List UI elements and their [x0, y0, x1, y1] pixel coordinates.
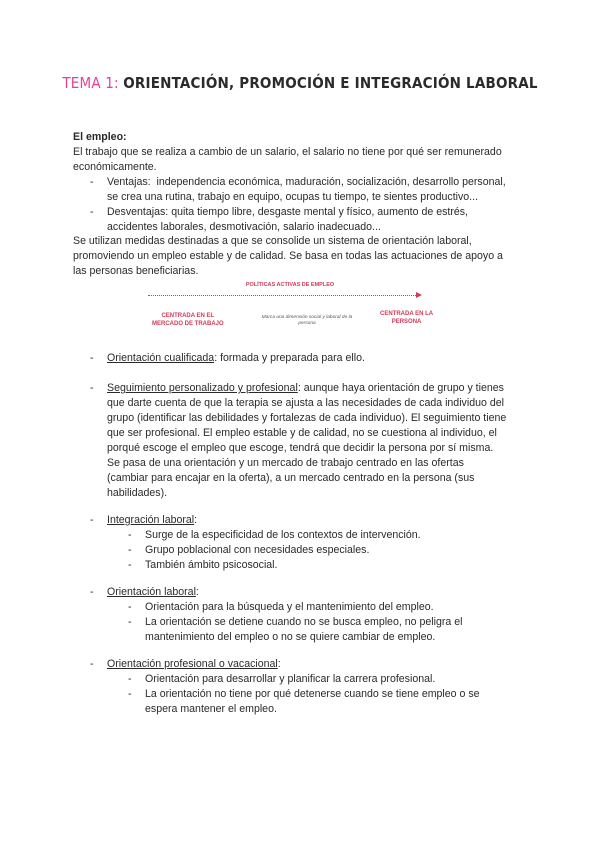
integracion-title: Integración laboral — [107, 514, 195, 526]
ventajas-label: Ventajas: — [107, 176, 151, 188]
bullet-dash: - — [128, 673, 132, 685]
diagram-middle-line: Marca una dimensión social y laboral de la — [261, 315, 353, 320]
seguimiento-line: que darte cuenta de que la terapia se ajusta a las necesidades de cada individuo del — [107, 397, 504, 409]
empleo-intro-line: El trabajo que se realiza a cambio de un salario, el salario no tiene por qué ser remunerado — [73, 146, 502, 158]
bullet-dash: - — [90, 658, 94, 670]
laboral-title: Orientación laboral — [107, 586, 196, 598]
desventajas-label: Desventajas: — [107, 206, 169, 218]
diagram-arrow-line — [148, 295, 420, 296]
arrow-head-icon — [416, 292, 422, 298]
integracion-sub: También ámbito psicosocial. — [145, 559, 278, 571]
integracion-colon: : — [194, 514, 198, 526]
diagram-right-label — [380, 310, 433, 326]
profesional-title: Orientación profesional o vacacional — [107, 658, 278, 670]
seguimiento-title: Seguimiento personalizado y profesional — [107, 382, 298, 394]
paragraph-line: promoviendo un empleo estable y de calidad. Se basa en todas las actuaciones de apoyo a — [73, 250, 503, 262]
cualificada-title: Orientación cualificada — [107, 352, 215, 364]
bullet-dash: - — [128, 529, 132, 541]
empleo-bullets — [90, 175, 552, 235]
desventajas-text: quita tiempo libre, desgaste mental y físico, aumento de estrés, — [171, 206, 468, 218]
laboral-sub: mantenimiento del empleo o no se quiere cambiar de empleo. — [145, 631, 436, 643]
ventajas-text: independencia económica, maduración, socialización, desarrollo personal, — [156, 176, 506, 188]
bullet-dash: - — [128, 544, 132, 556]
bullet-dash: - — [128, 559, 132, 571]
title-prefix: TEMA 1: — [62, 74, 124, 92]
diagram-title: POLÍTICAS ACTIVAS DE EMPLEO — [245, 282, 335, 288]
bullet-dash: - — [90, 206, 94, 218]
diagram-middle-label — [252, 315, 362, 327]
diagram-middle-line: persona — [298, 321, 316, 326]
title-main: ORIENTACIÓN, PROMOCIÓN E INTEGRACIÓN LABORAL — [123, 74, 538, 92]
laboral-sub: La orientación se detiene cuando no se busca empleo, no peligra el — [145, 616, 463, 628]
bullet-dash: - — [90, 514, 94, 526]
bullet-dash: - — [90, 176, 94, 188]
empleo-intro-line: económicamente. — [73, 161, 157, 173]
ventajas-text-2: se crea una rutina, trabajo en equipo, ocupas tu tiempo, te sientes productivo... — [107, 191, 479, 203]
laboral-colon: : — [195, 586, 199, 598]
empleo-section — [73, 130, 535, 175]
diagram-left-label — [152, 312, 224, 328]
policy-diagram — [140, 282, 440, 332]
desventajas-text-2: accidentes laborales, desmotivación, salario inadecuado... — [107, 221, 381, 233]
empleo-heading: El empleo: — [73, 131, 127, 143]
bullet-dash: - — [128, 616, 132, 628]
diagram-right-line: CENTRADA EN LA — [380, 311, 434, 317]
seguimiento-line: (cambiar para encajar en la oferta), a un mercado centrado en la persona (sus — [107, 472, 475, 484]
diagram-left-line: CENTRADA EN EL — [161, 313, 215, 319]
laboral-sub: Orientación para la búsqueda y el mantenimiento del empleo. — [145, 601, 434, 613]
seguimiento-line: grupo (identificar las debilidades y fortalezas de cada individuo). El seguimiento tiene — [107, 412, 507, 424]
list-item — [90, 175, 552, 205]
seguimiento-line: habilidades). — [107, 487, 168, 499]
bullet-dash: - — [90, 586, 94, 598]
diagram-right-line: PERSONA — [391, 319, 422, 325]
bullet-dash: - — [128, 601, 132, 613]
cualificada-text: : formada y preparada para ello. — [214, 352, 365, 364]
empleo-paragraph — [73, 234, 535, 279]
paragraph-line: las personas beneficiarias. — [73, 265, 199, 277]
profesional-sub: La orientación no tiene por qué detenerse cuando se tiene empleo o se — [145, 688, 480, 700]
profesional-sub: espera mantener el empleo. — [145, 703, 277, 715]
profesional-sub: Orientación para desarrollar y planificar la carrera profesional. — [145, 673, 436, 685]
diagram-left-line: MERCADO DE TRABAJO — [152, 321, 224, 327]
seguimiento-line: Se pasa de una orientación y un mercado de trabajo centrado en las ofertas — [107, 457, 464, 469]
bullet-dash: - — [128, 688, 132, 700]
seguimiento-line: que ser profesional. El empleo estable y de calidad, no se cuestiona al individuo, el — [107, 427, 497, 439]
paragraph-line: Se utilizan medidas destinadas a que se consolide un sistema de orientación laboral, — [73, 235, 472, 247]
integracion-sub: Grupo poblacional con necesidades especiales. — [145, 544, 370, 556]
list-item — [90, 205, 552, 235]
profesional-colon: : — [277, 658, 281, 670]
seguimiento-line: porqué escoge el empleo que escoge, tendrá que decidir la persona por sí misma. — [107, 442, 494, 454]
bullet-dash: - — [90, 352, 94, 364]
page-title — [0, 74, 600, 92]
seguimiento-first: : aunque haya orientación de grupo y tienes — [297, 382, 504, 394]
integracion-sub: Surge de la especificidad de los contextos de intervención. — [145, 529, 421, 541]
bullet-dash: - — [90, 382, 94, 394]
